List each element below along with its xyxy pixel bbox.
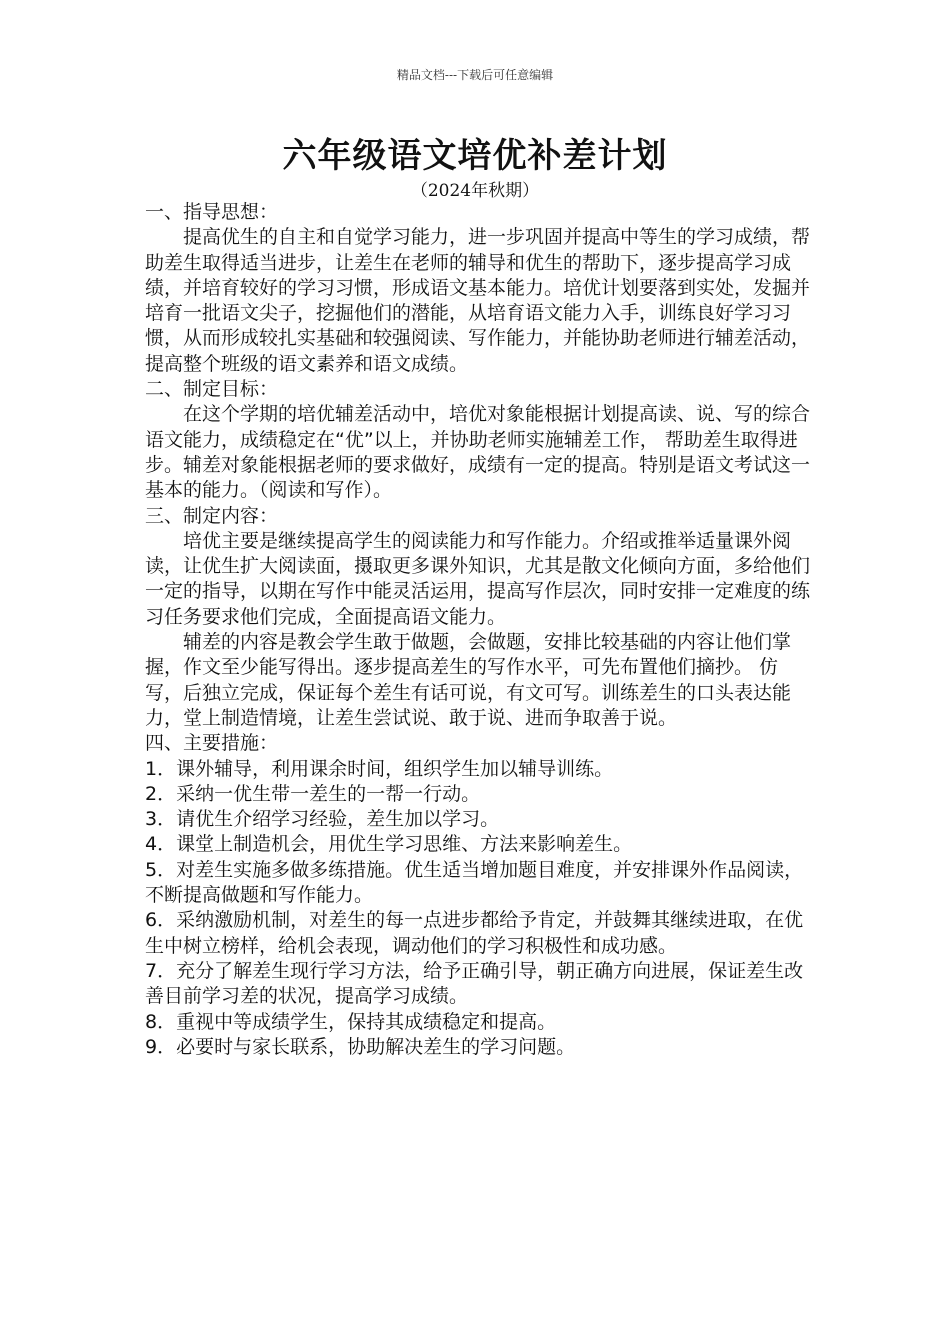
document-subtitle: （2024年秋期） bbox=[410, 181, 540, 201]
measure-item: 5．对差生实施多做多练措施。优生适当增加题目难度，并安排课外作品阅读，不断提高做题和写作能力。 bbox=[145, 858, 804, 907]
paragraph-guiding: 提高优生的自主和自觉学习能力，进一步巩固并提高中等生的学习成绩，帮助差生取得适当进步，让差生在老师的辅导和优生的帮助下，逐步提高学习成绩，并培育较好的学习习惯，形成语文基本能力。培优计划要落到实处，发掘并培育一批语文尖子，挖掘他们的潜能，从培育语文能力入手，训练良好学习习惯，从而形成较扎实基础和较强阅读、写作能力，并能协助老师进行辅差活动，提高整个班级的语文素养和语文成绩。 bbox=[145, 226, 811, 375]
measure-item: 2．采纳一优生带一差生的一帮一行动。 bbox=[145, 782, 481, 805]
measure-item: 4．课堂上制造机会，用优生学习思维、方法来影响差生。 bbox=[145, 833, 633, 856]
section-heading-measures: 四、主要措施： bbox=[145, 732, 279, 755]
document-title: 六年级语文培优补差计划 bbox=[282, 136, 668, 176]
section-heading-goals: 二、制定目标： bbox=[145, 378, 279, 401]
page-header-note: 精品文档---下载后可任意编辑 bbox=[396, 68, 554, 82]
paragraph-content-2: 辅差的内容是教会学生敢于做题，会做题，安排比较基础的内容让他们掌握，作文至少能写得出。逐步提高差生的写作水平，可先布置他们摘抄。 仿写，后独立完成，保证每个差生有话可说，有文可写。训练差生的口头表达能力，堂上制造情境，让差生尝试说、敢于说、进而争取善于说。 bbox=[145, 631, 792, 729]
measure-item: 7．充分了解差生现行学习方法，给予正确引导，朝正确方向进展，保证差生改善目前学习差的状况，提高学习成绩。 bbox=[145, 959, 804, 1008]
section-heading-guiding: 一、指导思想： bbox=[145, 201, 279, 223]
paragraph-content-1: 培优主要是继续提高学生的阅读能力和写作能力。介绍或推举适量课外阅读，让优生扩大阅读面，摄取更多课外知识，尤其是散文化倾向方面，多给他们一定的指导，以期在写作中能灵活运用，提高写作层次，同时安排一定难度的练习任务要求他们完成，全面提高语文能力。 bbox=[145, 529, 811, 628]
section-heading-content: 三、制定内容： bbox=[145, 504, 279, 527]
measure-item: 3．请优生介绍学习经验，差生加以学习。 bbox=[145, 808, 500, 831]
document-body bbox=[145, 200, 810, 1060]
measure-item: 9．必要时与家长联系，协助解决差生的学习问题。 bbox=[145, 1035, 576, 1058]
measure-item: 8．重视中等成绩学生，保持其成绩稳定和提高。 bbox=[145, 1010, 557, 1033]
paragraph-goals: 在这个学期的培优辅差活动中，培优对象能根据计划提高读、说、写的综合语文能力，成绩稳定在“优”以上，并协助老师实施辅差工作， 帮助差生取得进步。辅差对象能根据老师的要求做好，成绩有一定的提高。特别是语文考试这一基本的能力。（阅读和写作）。 bbox=[145, 403, 811, 502]
measure-item: 1．课外辅导，利用课余时间，组织学生加以辅导训练。 bbox=[145, 757, 614, 780]
measure-item: 6．采纳激励机制，对差生的每一点进步都给予肯定，并鼓舞其继续进取，在优生中树立榜样，给机会表现，调动他们的学习积极性和成功感。 bbox=[145, 909, 804, 957]
